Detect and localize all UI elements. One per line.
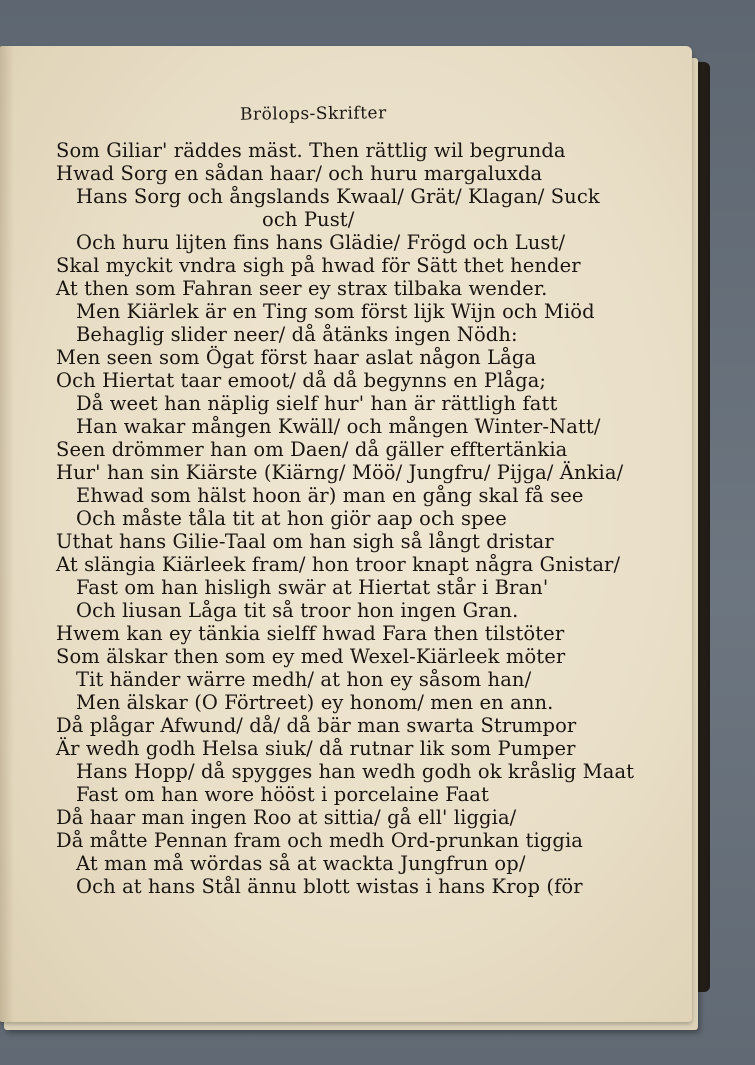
verse-line-18: Uthat hans Gilie-Taal om han sigh så långt dristar bbox=[56, 530, 554, 553]
verse-line-27: Är wedh godh Helsa siuk/ då rutnar lik som Pumper bbox=[56, 737, 576, 760]
verse-line-30: Då haar man ingen Roo at sittia/ gå ell' liggia/ bbox=[56, 806, 517, 829]
verse-line-25: Men älskar (O Förtreet) ey honom/ men en ann. bbox=[76, 691, 554, 714]
verse-line-20: Fast om han hisligh swär at Hiertat står i Bran' bbox=[76, 576, 549, 599]
verse-line-1: Som Giliar' räddes mäst. Then rättlig wil begrunda bbox=[56, 139, 566, 162]
verse-line-12: Då weet han näplig sielf hur' han är rättligh fatt bbox=[76, 392, 558, 415]
verse-line-15: Hur' han sin Kiärste (Kiärng/ Möö/ Jungfru/ Pijga/ Änkia/ bbox=[56, 461, 624, 484]
verse-line-11: Och Hiertat taar emoot/ då då begynns en Plåga; bbox=[56, 369, 547, 392]
verse-line-28: Hans Hopp/ då spygges han wedh godh ok kråslig Maat bbox=[76, 760, 635, 783]
verse-line-10: Men seen som Ögat först haar aslat någon Låga bbox=[56, 346, 537, 369]
verse-line-14: Seen drömmer han om Daen/ då gäller efftertänkia bbox=[56, 438, 568, 461]
verse-line-23: Som älskar then som ey med Wexel-Kiärleek möter bbox=[56, 645, 566, 668]
verse-line-29: Fast om han wore hööst i porcelaine Faat bbox=[76, 783, 489, 806]
verse-line-31: Då måtte Pennan fram och medh Ord-prunkan tiggia bbox=[56, 829, 584, 852]
verse-line-9: Behaglig slider neer/ då åtänks ingen Nödh: bbox=[76, 323, 518, 346]
verse-line-5: Och huru lijten fins hans Glädie/ Frögd och Lust/ bbox=[76, 231, 566, 254]
verse-line-33: Och at hans Stål ännu blott wistas i hans Krop (för bbox=[76, 875, 583, 898]
running-head: Brölops-Skrifter bbox=[239, 103, 387, 125]
verse-line-22: Hwem kan ey tänkia sielff hwad Fara then tilstöter bbox=[56, 622, 565, 645]
verse-line-21: Och liusan Låga tit så troor hon ingen Gran. bbox=[76, 599, 519, 622]
verse-line-24: Tit händer wärre medh/ at hon ey såsom han/ bbox=[76, 668, 532, 691]
verse-line-26: Då plågar Afwund/ då/ då bär man swarta Strumpor bbox=[56, 714, 577, 737]
verse-line-8: Men Kiärlek är en Ting som först lijk Wijn och Miöd bbox=[76, 300, 595, 323]
verse-line-32: At man må wördas så at wackta Jungfrun op/ bbox=[76, 852, 526, 875]
verse-line-7: At then som Fahran seer ey strax tilbaka wender. bbox=[56, 277, 548, 300]
verse-line-19: At slängia Kiärleek fram/ hon troor knapt några Gnistar/ bbox=[56, 553, 621, 576]
verse-line-4: och Pust/ bbox=[262, 208, 355, 231]
verse-line-17: Och måste tåla tit at hon giör aap och spee bbox=[76, 507, 507, 530]
page-text-block bbox=[0, 46, 692, 1022]
verse-line-13: Han wakar mången Kwäll/ och mången Winter-Natt/ bbox=[76, 415, 601, 438]
verse-line-3: Hans Sorg och ångslands Kwaal/ Grät/ Klagan/ Suck bbox=[76, 185, 600, 208]
verse-line-2: Hwad Sorg en sådan haar/ och huru margaluxda bbox=[56, 162, 543, 185]
verse-line-16: Ehwad som hälst hoon är) man en gång skal få see bbox=[76, 484, 584, 507]
verse-line-6: Skal myckit vndra sigh på hwad för Sätt thet hender bbox=[56, 254, 581, 277]
